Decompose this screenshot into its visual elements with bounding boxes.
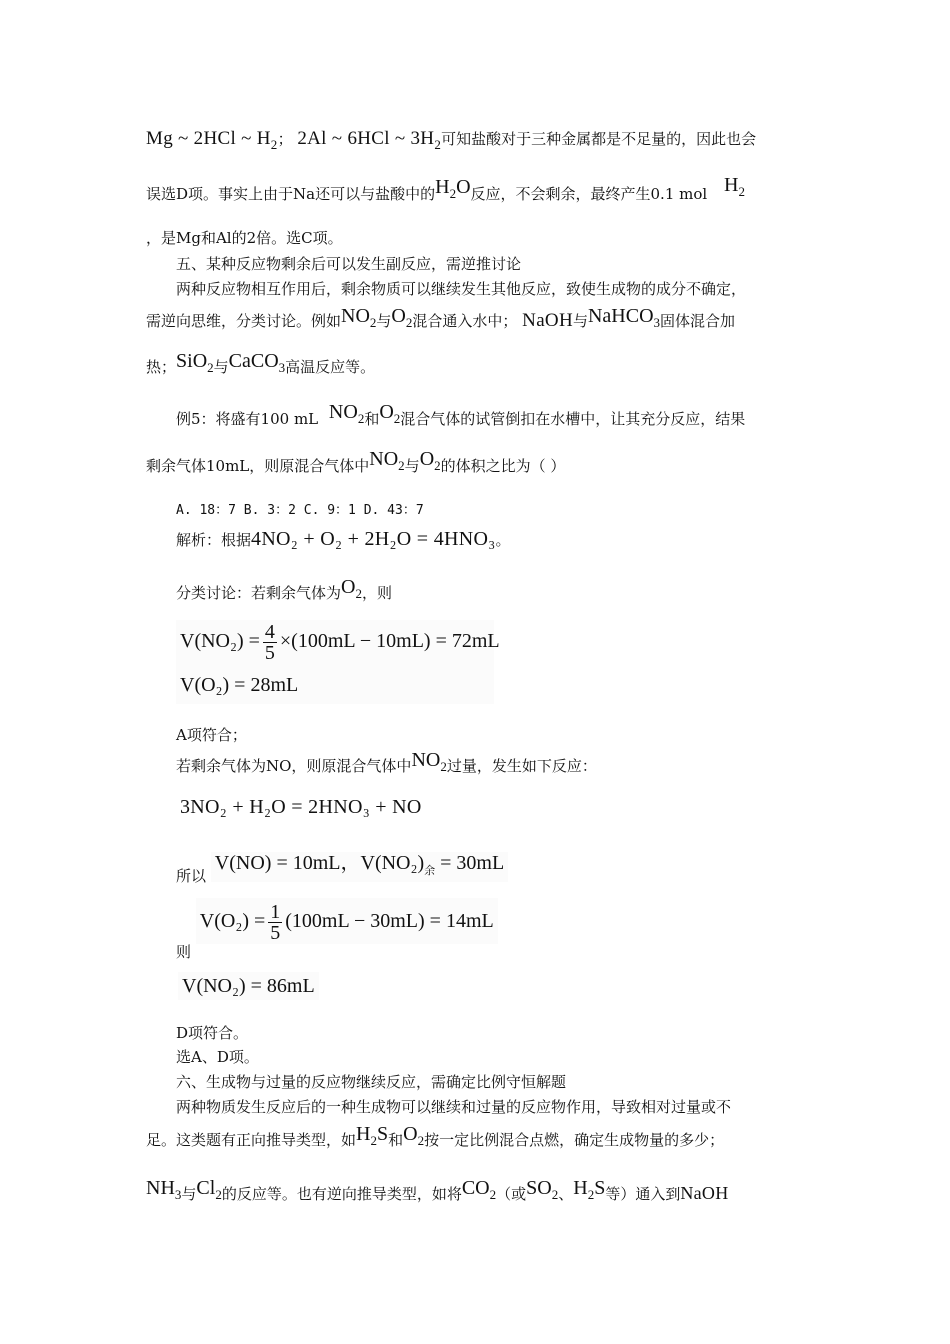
example-5-line-1: 例5：将盛有100 mL $NO_2$和$O_2$混合气体的试管倒扣在水槽中，让其充分反应，结果 [176, 401, 746, 428]
formula-h2: $H_2$ [723, 174, 745, 199]
formula-o2: $O_2$ [341, 576, 362, 601]
equation-v-no-10-v-no2-30: V(NO) = 10mL，$V(NO_2)_余 = 30mL$ [211, 852, 508, 882]
section-heading-5: 五、某种反应物剩余后可以发生副反应，需逆推讨论 [176, 255, 522, 273]
line-answer-c: ，是Mg和Al的2倍。选C项。 [146, 229, 343, 247]
example-5-line-2: 剩余气体10mL，则原混合气体中$NO_2$与$O_2$的体积之比为（ ） [146, 448, 566, 475]
formula-o2: $O_2$ [419, 448, 441, 473]
analysis-line: 解析：根据4NO₂ + O₂ + 2H₂O = 4HNO₃。 [176, 528, 511, 550]
paragraph-5-line-2: 需逆向思维，分类讨论。例如$NO_2$与$O_2$混合通入水中； NaOH与NaHCO$_3$固体混合加 [146, 305, 736, 331]
equation-v-no2-86: V(NO₂) = 86mL [178, 972, 319, 1000]
therefore-line: 所以 V(NO) = 10mL，$V(NO_2)_余 = 30mL$ [176, 852, 508, 882]
paragraph-5-line-3: 热；SiO$_2$与CaCO$_3$高温反应等。 [146, 350, 376, 376]
formula-nh3: $NH_3$ [146, 1177, 182, 1202]
equation-v-o2-14: V(O₂) = $\frac{1}{5}$ (100mL − 30mL) = 14mL [196, 898, 498, 944]
line-na-water [146, 174, 745, 211]
equation-no2-o2-h2o: 4NO₂ + O₂ + 2H₂O = 4HNO₃ [251, 528, 496, 550]
equation-no2-water: 3NO₂ + H₂O = 2HNO₃ + NO [180, 796, 422, 818]
formula-h2o: $H_2O$ [435, 176, 471, 201]
equation-v-no2-72: V(NO₂) = $\frac{4}{5}$ ×(100mL − 10mL) = 72mL [180, 621, 500, 664]
d-match: D项符合。 [176, 1024, 249, 1042]
then-line: 则 V(O₂) = $\frac{1}{5}$ (100mL − 30mL) = 14mL [176, 898, 498, 944]
text: 可知盐酸对于三种金属都是不足量的，因此也会 [441, 130, 757, 148]
formula-al-hcl: 2Al ~ 6HCl ~ $3H_2$ [297, 128, 442, 152]
text: 反应，不会剩余，最终产生0.1 mol [470, 185, 708, 203]
paragraph-6-line-2: 足。这类题有正向推导类型，如$H_2S$和$O_2$按一定比例混合点燃，确定生成物量的多少； [146, 1123, 725, 1149]
text: 误选D项。事实上由于Na还可以与盐酸中的 [146, 185, 436, 203]
equation-v-o2-28: V(O₂) = 28mL [180, 674, 299, 696]
formula-no2: $NO_2$ [328, 401, 365, 426]
choose-ad: 选A、D项。 [176, 1048, 259, 1066]
formula-o2: $O_2$ [391, 305, 413, 330]
paragraph-5-line-1: 两种反应物相互作用后，剩余物质可以继续发生其他反应，致使生成物的成分不确定， [176, 280, 747, 298]
case-discussion-line: 分类讨论：若剩余气体为$O_2$，则 [176, 576, 392, 602]
formula-mg-hcl: Mg ~ 2HCl ~ $H_2$ [146, 128, 278, 152]
formula-naoh: NaOH [522, 310, 573, 331]
formula-co2: $CO_2$ [461, 1177, 497, 1202]
formula-cl2: $Cl_2$ [196, 1177, 222, 1202]
formula-h2s: $H_2S$ [573, 1177, 606, 1202]
paragraph-6-line-3: $NH_3$与$Cl_2$的反应等。也有逆向推导类型，如将$CO_2$（或$SO_2$、$H_2S$等）通入到NaOH [146, 1177, 729, 1203]
line-mg-al-ratio [146, 128, 756, 156]
section-heading-6: 六、生成物与过量的反应物继续反应，需确定比例守恒解题 [176, 1073, 567, 1091]
formula-o2: $O_2$ [403, 1123, 425, 1148]
formula-no2: $NO_2$ [341, 305, 377, 330]
formula-no2: $NO_2$ [369, 448, 405, 473]
formula-h2s: $H_2S$ [356, 1123, 389, 1148]
paragraph-6-line-1: 两种物质发生反应后的一种生成物可以继续和过量的反应物作用，导致相对过量或不 [176, 1098, 732, 1116]
fraction-1-5: $\frac{1}{5}$ [270, 900, 281, 944]
answer-options: A. 18：7 B. 3：2 C. 9：1 D. 43：7 [176, 503, 424, 518]
formula-sio2: SiO$_2$ [176, 350, 214, 375]
case-no-line: 若剩余气体为NO，则原混合气体中$NO_2$过量，发生如下反应： [176, 749, 597, 775]
formula-caco3: CaCO$_3$ [228, 350, 286, 375]
separator: ； [277, 130, 293, 148]
formula-nahco3: NaHCO$_3$ [587, 305, 661, 330]
formula-no2: $NO_2$ [411, 749, 447, 774]
fraction-4-5: $\frac{4}{5}$ [264, 621, 275, 664]
equation-block-case-o2 [176, 620, 500, 704]
formula-so2: $SO_2$ [526, 1177, 559, 1202]
formula-naoh: NaOH [680, 1183, 729, 1203]
a-match: A项符合； [176, 726, 247, 744]
formula-o2: $O_2$ [379, 401, 401, 426]
